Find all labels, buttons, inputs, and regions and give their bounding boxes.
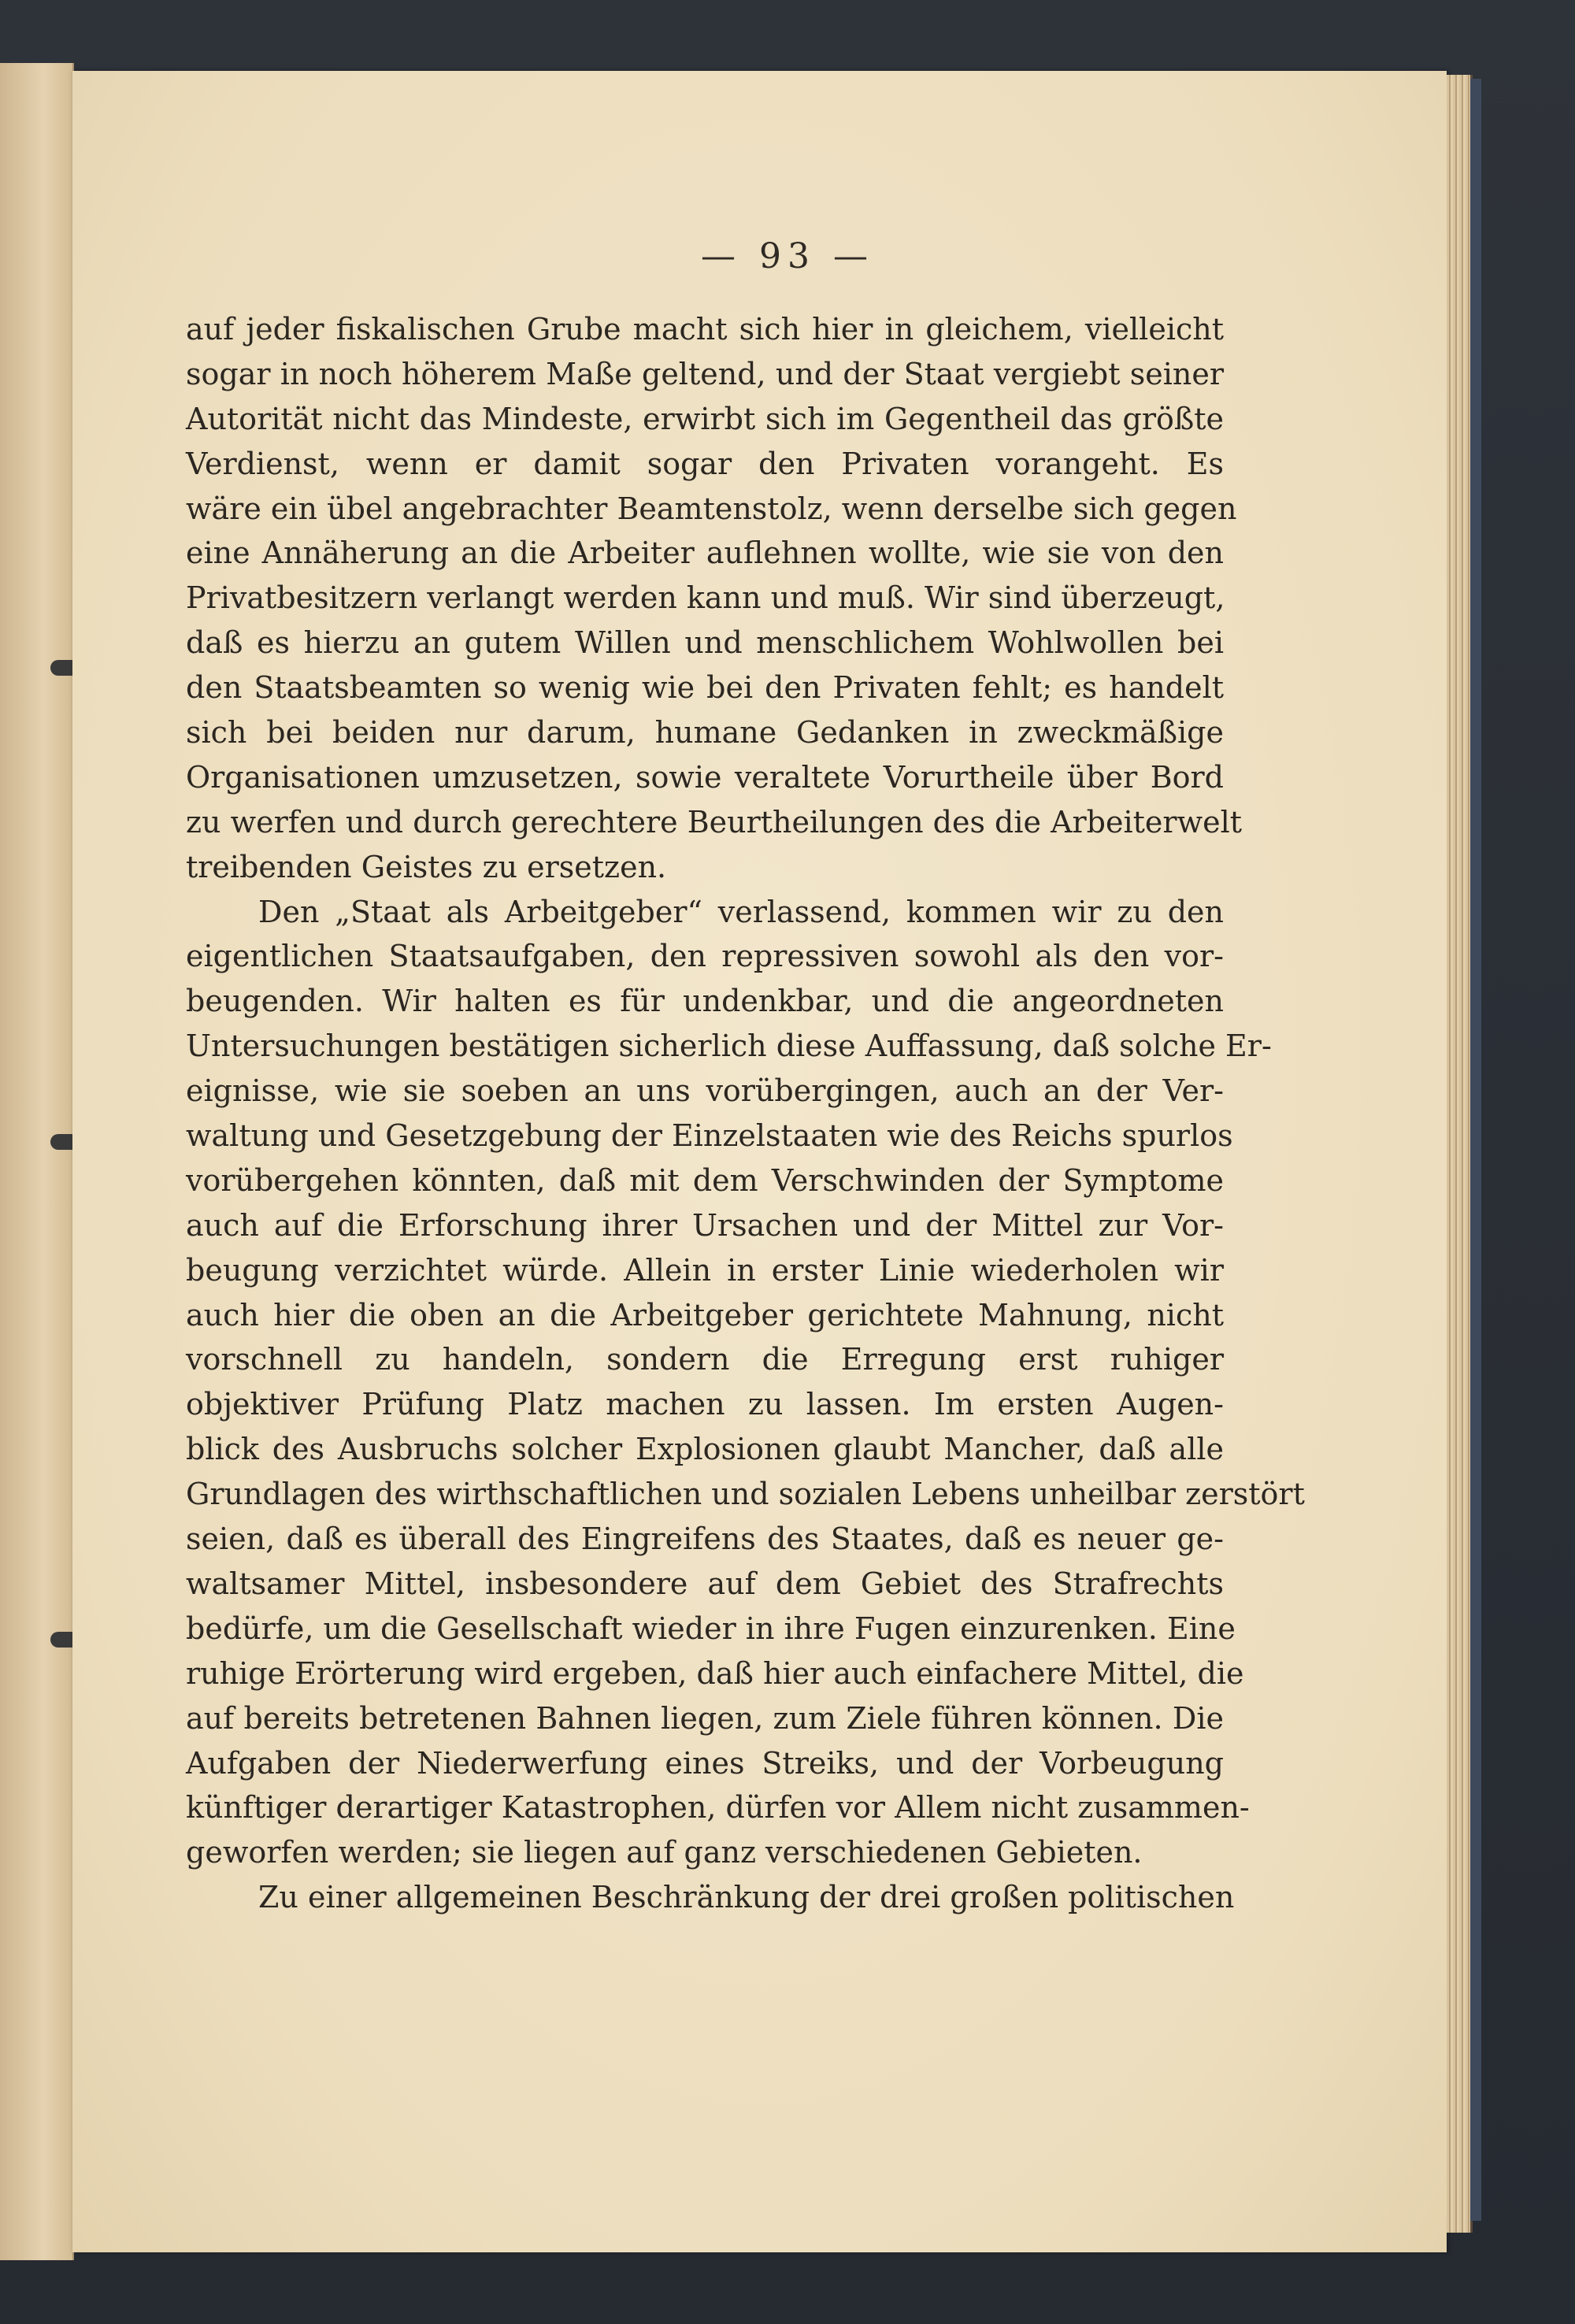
text-line: geworfen werden; sie liegen auf ganz verschiedenen Gebieten. <box>186 1835 1143 1870</box>
text-line: Organisationen umzusetzen, sowie veraltete Vorurtheile über Bord <box>186 759 1224 795</box>
text-line: auf bereits betretenen Bahnen liegen, zum Ziele führen können. Die <box>186 1700 1224 1736</box>
text-line: ruhige Erörterung wird ergeben, daß hier auch einfachere Mittel, die <box>186 1655 1244 1691</box>
text-line: zu werfen und durch gerechtere Beurtheilungen des die Arbeiterwelt <box>186 804 1243 840</box>
text-line: Untersuchungen bestätigen sicherlich diese Auffassung, daß solche Er- <box>186 1029 1272 1064</box>
text-line: künftiger derartiger Katastrophen, dürfen vor Allem nicht zusammen- <box>186 1790 1250 1825</box>
text-line: beugenden. Wir halten es für undenkbar, und die angeordneten <box>186 984 1224 1019</box>
text-line: Den „Staat als Arbeitgeber“ verlassend, kommen wir zu den <box>258 894 1224 929</box>
page-stack-edge <box>1447 75 1473 2233</box>
text-line: Verdienst, wenn er damit sogar den Privaten vorangeht. Es <box>186 446 1224 481</box>
text-line: waltung und Gesetzgebung der Einzelstaaten wie des Reichs spurlos <box>186 1118 1233 1154</box>
page-number: — 93 — <box>701 236 874 276</box>
text-line: auf jeder fiskalischen Grube macht sich hier in gleichem, vielleicht <box>186 312 1224 347</box>
text-line: beugung verzichtet würde. Allein in erster Linie wiederholen wir <box>186 1252 1224 1288</box>
text-line: eine Annäherung an die Arbeiter auflehnen wollte, wie sie von den <box>186 536 1224 571</box>
text-line: Grundlagen des wirthschaftlichen und sozialen Lebens unheilbar zerstört <box>186 1477 1305 1512</box>
text-line: wäre ein übel angebrachter Beamtenstolz, wenn derselbe sich gegen <box>186 491 1237 526</box>
text-line: waltsamer Mittel, insbesondere auf dem Gebiet des Strafrechts <box>186 1566 1224 1601</box>
text-line: sich bei beiden nur darum, humane Gedanken in zweckmäßige <box>186 715 1224 751</box>
text-line: daß es hierzu an gutem Willen und menschlichem Wohlwollen bei <box>186 625 1224 661</box>
text-line: auch auf die Erforschung ihrer Ursachen und der Mittel zur Vor- <box>186 1207 1224 1243</box>
text-line: vorschnell zu handeln, sondern die Erregung erst ruhiger <box>186 1342 1224 1377</box>
book-cover-edge <box>1470 79 1481 2221</box>
text-line: den Staatsbeamten so wenig wie bei den Privaten fehlt; es handelt <box>186 670 1224 706</box>
text-line: eigentlichen Staatsaufgaben, den repressiven sowohl als den vor- <box>186 939 1224 974</box>
text-line: blick des Ausbruchs solcher Explosionen glaubt Mancher, daß alle <box>186 1432 1224 1467</box>
text-line: Aufgaben der Niederwerfung eines Streiks, und der Vorbeugung <box>186 1745 1224 1781</box>
text-line: sogar in noch höherem Maße geltend, und der Staat vergiebt seiner <box>186 356 1224 391</box>
text-line: treibenden Geistes zu ersetzen. <box>186 849 667 884</box>
facing-page-edge <box>0 63 74 2260</box>
text-line: bedürfe, um die Gesellschaft wieder in ihre Fugen einzurenken. Eine <box>186 1610 1236 1646</box>
text-line: auch hier die oben an die Arbeitgeber gerichtete Mahnung, nicht <box>186 1297 1224 1333</box>
text-line: Autorität nicht das Mindeste, erwirbt sich im Gegentheil das größte <box>186 401 1224 436</box>
text-line: eignisse, wie sie soeben an uns vorübergingen, auch an der Ver- <box>186 1073 1224 1109</box>
text-line: Privatbesitzern verlangt werden kann und muß. Wir sind überzeugt, <box>186 580 1225 616</box>
text-line: seien, daß es überall des Eingreifens des Staates, daß es neuer ge- <box>186 1522 1224 1557</box>
text-line: vorübergehen könnten, daß mit dem Verschwinden der Symptome <box>186 1162 1224 1198</box>
text-line: objektiver Prüfung Platz machen zu lassen. Im ersten Augen- <box>186 1387 1224 1422</box>
text-line: Zu einer allgemeinen Beschränkung der drei großen politischen <box>258 1880 1235 1915</box>
body-text <box>186 307 1305 1920</box>
